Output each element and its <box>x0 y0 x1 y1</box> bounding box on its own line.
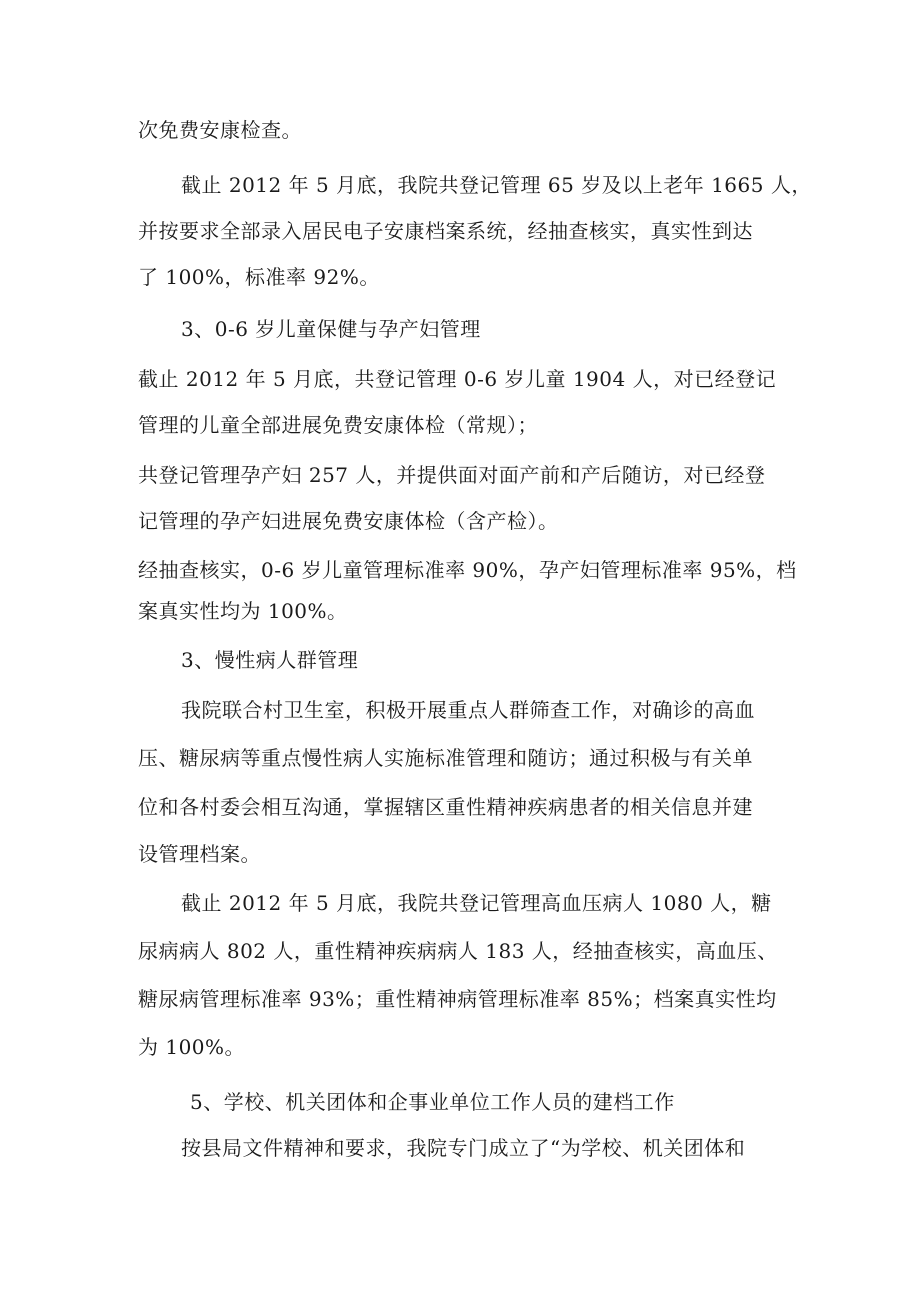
section-heading: 5、学校、机关团体和企事业单位工作人员的建档工作 <box>190 1090 675 1114</box>
paragraph-line: 案真实性均为 100%。 <box>138 599 348 623</box>
paragraph-line: 管理的儿童全部进展免费安康体检（常规）； <box>138 413 538 437</box>
paragraph-line: 为 100%。 <box>138 1035 246 1059</box>
paragraph-line: 尿病病人 802 人，重性精神疾病病人 183 人，经抽查核实，高血压、 <box>138 939 778 963</box>
section-heading: 3、慢性病人群管理 <box>181 648 359 672</box>
paragraph-line: 按县局文件精神和要求，我院专门成立了“为学校、机关团体和 <box>181 1136 746 1160</box>
paragraph-line: 了 100%，标准率 92%。 <box>138 265 380 289</box>
section-heading: 3、0-6 岁儿童保健与孕产妇管理 <box>181 317 481 341</box>
paragraph-line: 压、糖尿病等重点慢性病人实施标准管理和随访；通过积极与有关单 <box>138 746 753 770</box>
paragraph-line: 共登记管理孕产妇 257 人，并提供面对面产前和产后随访，对已经登 <box>138 463 766 487</box>
paragraph-line: 截止 2012 年 5 月底，共登记管理 0-6 岁儿童 1904 人，对已经登记 <box>138 367 777 391</box>
paragraph-line: 截止 2012 年 5 月底，我院共登记管理高血压病人 1080 人，糖 <box>181 891 772 915</box>
paragraph-line: 糖尿病管理标准率 93%；重性精神病管理标准率 85%；档案真实性均 <box>138 987 777 1011</box>
paragraph-line: 并按要求全部录入居民电子安康档案系统，经抽查核实，真实性到达 <box>138 219 753 243</box>
paragraph-line: 次免费安康检查。 <box>138 118 302 142</box>
paragraph-line: 设管理档案。 <box>138 842 261 866</box>
paragraph-line: 记管理的孕产妇进展免费安康体检（含产检）。 <box>138 509 559 533</box>
paragraph-line: 经抽查核实，0-6 岁儿童管理标准率 90%，孕产妇管理标准率 95%，档 <box>138 558 797 582</box>
paragraph-line: 位和各村委会相互沟通，掌握辖区重性精神疾病患者的相关信息并建 <box>138 795 753 819</box>
paragraph-line: 我院联合村卫生室，积极开展重点人群筛查工作，对确诊的高血 <box>181 698 755 722</box>
paragraph-line: 截止 2012 年 5 月底，我院共登记管理 65 岁及以上老年 1665 人， <box>181 173 812 197</box>
